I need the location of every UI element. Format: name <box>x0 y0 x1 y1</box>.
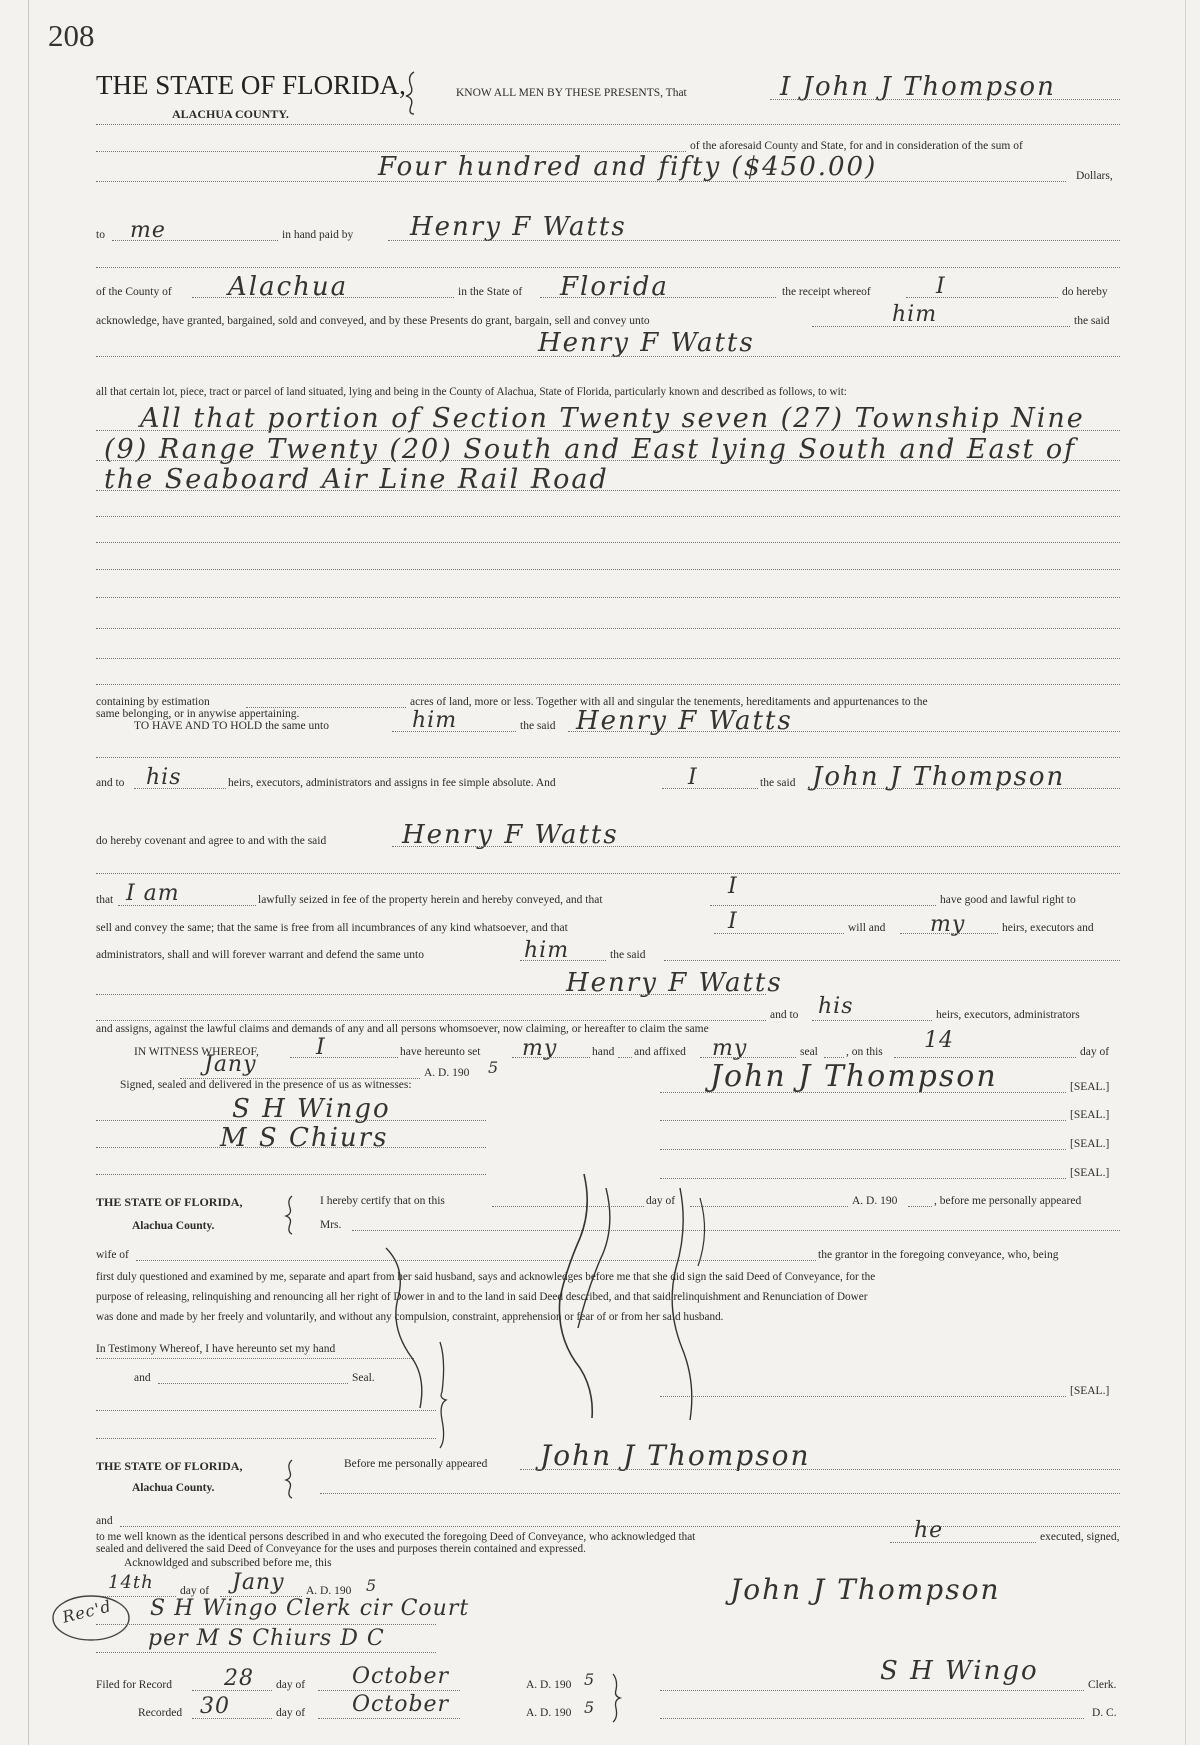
in-witness-handwriting: I <box>316 1035 326 1060</box>
filed-year-handwriting: 5 <box>584 1670 596 1689</box>
grantor-handwriting: I John J Thompson <box>780 72 1056 102</box>
signed-text: Signed, sealed and delivered in the presence of us as witnesses: <box>120 1079 412 1091</box>
known-text: to me well known as the identical persons described in and who executed the foregoing Deed of Conveyance, who acknowledged that <box>96 1531 696 1543</box>
wife-of-label: wife of <box>96 1249 129 1261</box>
on-this-label: , on this <box>846 1046 883 1058</box>
wife-line2: purpose of releasing, relinquishing and renouncing all her right of Dower in and to the land in said Deed described, and that said relinquishment and Renunciation of Dower <box>96 1291 868 1303</box>
seal-text: Seal. <box>352 1372 375 1384</box>
grantee-handwriting: Henry F Watts <box>538 328 755 358</box>
the-said-3: the said <box>610 949 646 961</box>
header-state: THE STATE OF FLORIDA, <box>96 70 406 100</box>
subscribed-text: Acknowldged and subscribed before me, this <box>124 1557 332 1569</box>
the-said-label: the said <box>1074 315 1110 327</box>
land-intro: all that certain lot, piece, tract or parcel of land situated, lying and being in the County of Alachua, State of Florida, particularly known and described as follows, to wit: <box>96 386 847 398</box>
rec-day-handwriting: 30 <box>200 1694 230 1719</box>
land-desc-line3: the Seaboard Air Line Rail Road <box>104 464 609 495</box>
seal-label-3: [SEAL.] <box>1070 1138 1110 1150</box>
appeared-handwriting: John J Thompson <box>540 1439 811 1472</box>
right-text: have good and lawful right to <box>940 894 1076 906</box>
administrators-text: administrators, shall and will forever warrant and defend the same unto <box>96 949 424 961</box>
executed-text: executed, signed, <box>1040 1531 1120 1543</box>
ack-day-of: day of <box>180 1585 210 1597</box>
grantor-signature: John J Thompson <box>710 1059 998 1094</box>
officer-handwriting: S H Wingo Clerk cir Court <box>150 1596 470 1621</box>
rec-year-handwriting: 5 <box>584 1698 596 1717</box>
record-stamp: Rec'd <box>60 1596 114 1627</box>
assigns-text: and assigns, against the lawful claims and demands of any and all persons whomsoever, now claiming, or hereafter to claim the same <box>96 1023 709 1035</box>
wife-line3: was done and made by her freely and voluntarily, and without any compulsion, constraint, apprehension or fear of or from her said husband. <box>96 1311 724 1323</box>
receipt-handwriting: I <box>936 274 946 299</box>
header-brace <box>404 70 418 116</box>
covenant-handwriting: Henry F Watts <box>402 820 619 850</box>
hand-label: hand <box>592 1046 615 1058</box>
have-set-label: have hereunto set <box>400 1046 481 1058</box>
sell-handwriting: I <box>728 909 738 934</box>
day-of-label: day of <box>1080 1046 1110 1058</box>
heirs-text: heirs, executors, administrators and assigns in fee simple absolute. And <box>228 777 556 789</box>
in-witness-label: IN WITNESS WHEREOF, <box>134 1046 259 1058</box>
ack-signature: John J Thompson <box>730 1573 1001 1606</box>
clerk-label: Clerk. <box>1088 1679 1117 1691</box>
year-handwriting: 5 <box>488 1058 500 1077</box>
have-the-said: the said <box>520 720 556 732</box>
ack-year-handwriting: 5 <box>366 1576 378 1595</box>
and-to-2-handwriting: his <box>818 994 854 1019</box>
covenant-text: do hereby covenant and agree to and with the said <box>96 835 327 847</box>
ack-ad: A. D. 190 <box>306 1585 352 1597</box>
will-and-label: will and <box>848 922 886 934</box>
testimony-text: In Testimony Whereof, I have hereunto set my hand <box>96 1343 336 1355</box>
grantor-ack-county: Alachua County. <box>132 1482 215 1494</box>
filed-label: Filed for Record <box>96 1679 173 1691</box>
sell-text: sell and convey the same; that the same is free from all incumbrances of any kind whatsoever, and that <box>96 922 568 934</box>
acres-text: acres of land, more or less. Together with all and singular the tenements, hereditaments and appurtenances to the <box>410 696 928 708</box>
cancellation-strokes <box>380 1168 820 1428</box>
paid-by-label: in hand paid by <box>282 229 354 241</box>
know-all-text: KNOW ALL MEN BY THESE PRESENTS, That <box>456 87 687 99</box>
wife-day-of: day of <box>646 1195 676 1207</box>
and-label: and <box>96 1515 113 1527</box>
state-handwriting: Florida <box>560 272 669 302</box>
the-said-2: the said <box>760 777 796 789</box>
month-handwriting: Jany <box>204 1052 257 1077</box>
grantor-ack-state: THE STATE OF FLORIDA, <box>96 1459 243 1473</box>
wife-seal-label: [SEAL.] <box>1070 1385 1110 1397</box>
in-state-label: in the State of <box>458 286 523 298</box>
heirs-exec-text: heirs, executors and <box>1002 922 1094 934</box>
page-right-edge <box>1185 0 1186 1745</box>
and-to-label: and to <box>96 777 125 789</box>
mrs-label: Mrs. <box>320 1219 342 1231</box>
known-handwriting: he <box>914 1518 944 1543</box>
set-handwriting: my <box>522 1036 558 1061</box>
filed-month-handwriting: October <box>352 1664 450 1689</box>
record-stamp-circle <box>48 1592 134 1644</box>
deputy-handwriting: per M S Chiurs D C <box>148 1626 385 1651</box>
day-handwriting: 14 <box>924 1028 954 1053</box>
certify-text: I hereby certify that on this <box>320 1195 445 1207</box>
and-to-handwriting: his <box>146 765 182 790</box>
seal-label-1: [SEAL.] <box>1070 1081 1110 1093</box>
sealed-text: sealed and delivered the said Deed of Conveyance for the uses and purposes therein contained and expressed. <box>96 1543 586 1555</box>
grantor-ack-brace <box>284 1458 296 1500</box>
that-handwriting: I am <box>126 881 180 906</box>
and-seal-label: and <box>134 1372 151 1384</box>
dc-label: D. C. <box>1092 1707 1117 1719</box>
filing-brace <box>610 1672 622 1724</box>
that-label: that <box>96 894 114 906</box>
amount-handwriting: Four hundred and fifty ($450.00) <box>378 152 878 182</box>
wife-before: , before me personally appeared <box>934 1195 1082 1207</box>
seized-handwriting: I <box>728 874 738 899</box>
wife-ack-brace <box>284 1194 296 1236</box>
receipt-label: the receipt whereof <box>782 286 871 298</box>
have-handwriting: him <box>412 708 458 733</box>
page-number: 208 <box>48 18 95 53</box>
grantor-text: the grantor in the foregoing conveyance, who, being <box>818 1249 1059 1261</box>
wife-ad: A. D. 190 <box>852 1195 898 1207</box>
affixed-handwriting: my <box>712 1036 748 1061</box>
same-belonging: same belonging, or in anywise appertaining. <box>96 708 300 720</box>
filed-day-handwriting: 28 <box>224 1666 254 1691</box>
witness-2-handwriting: M S Chiurs <box>220 1123 389 1153</box>
ack-month-handwriting: Jany <box>232 1570 285 1595</box>
filed-day-of: day of <box>276 1679 306 1691</box>
witness-1-handwriting: S H Wingo <box>232 1094 391 1124</box>
and-handwriting: I <box>688 765 698 790</box>
of-county-label: of the County of <box>96 286 172 298</box>
before-label: Before me personally appeared <box>344 1458 488 1470</box>
defend-handwriting: him <box>524 938 570 963</box>
have-grantee-handwriting: Henry F Watts <box>576 706 793 736</box>
and-affixed-label: and affixed <box>634 1046 686 1058</box>
rec-month-handwriting: October <box>352 1692 450 1717</box>
land-desc-line2: (9) Range Twenty (20) South and East lying South and East of <box>104 434 1077 465</box>
header-county: ALACHUA COUNTY. <box>172 107 289 121</box>
paid-by-handwriting: Henry F Watts <box>410 212 627 242</box>
ack-day-handwriting: 14th <box>108 1572 154 1593</box>
filed-ad: A. D. 190 <box>526 1679 572 1691</box>
seal-label-2: [SEAL.] <box>1070 1109 1110 1121</box>
do-hereby-label: do hereby <box>1062 286 1108 298</box>
and-to-2-label: and to <box>770 1009 799 1021</box>
page-left-edge <box>28 0 29 1745</box>
recorded-label: Recorded <box>138 1707 183 1719</box>
rec-day-of: day of <box>276 1707 306 1719</box>
defend-grantee-handwriting: Henry F Watts <box>566 968 783 998</box>
land-desc-line1: All that portion of Section Twenty seven (27) Township Nine <box>140 403 1085 434</box>
convey-handwriting: him <box>892 302 938 327</box>
seal-on-label: seal <box>800 1046 818 1058</box>
rec-ad: A. D. 190 <box>526 1707 572 1719</box>
grantor-handwriting-2: John J Thompson <box>812 762 1066 792</box>
seized-text: lawfully seized in fee of the property herein and hereby conveyed, and that <box>258 894 603 906</box>
wife-ack-county: Alachua County. <box>132 1220 215 1232</box>
heirs-2-text: heirs, executors, administrators <box>936 1009 1080 1021</box>
seal-label-4: [SEAL.] <box>1070 1167 1110 1179</box>
wife-line1: first duly questioned and examined by me, separate and apart from her said husband, says and acknowledges before me that she did sign the said Deed of Conveyance, for the <box>96 1271 876 1283</box>
ad-label: A. D. 190 <box>424 1067 470 1079</box>
county-handwriting: Alachua <box>228 272 349 302</box>
to-have-label: TO HAVE AND TO HOLD the same unto <box>134 720 329 732</box>
to-label: to <box>96 229 105 241</box>
will-handwriting: my <box>930 912 966 937</box>
to-handwriting: me <box>130 218 166 243</box>
clerk-handwriting: S H Wingo <box>880 1656 1039 1686</box>
county-state-text: of the aforesaid County and State, for and in consideration of the sum of <box>690 140 1023 152</box>
containing-label: containing by estimation <box>96 696 210 708</box>
wife-ack-state: THE STATE OF FLORIDA, <box>96 1195 243 1209</box>
acknowledge-text: acknowledge, have granted, bargained, sold and conveyed, and by these Presents do grant, bargain, sell and convey unto <box>96 315 650 327</box>
dollars-label: Dollars, <box>1076 170 1113 182</box>
